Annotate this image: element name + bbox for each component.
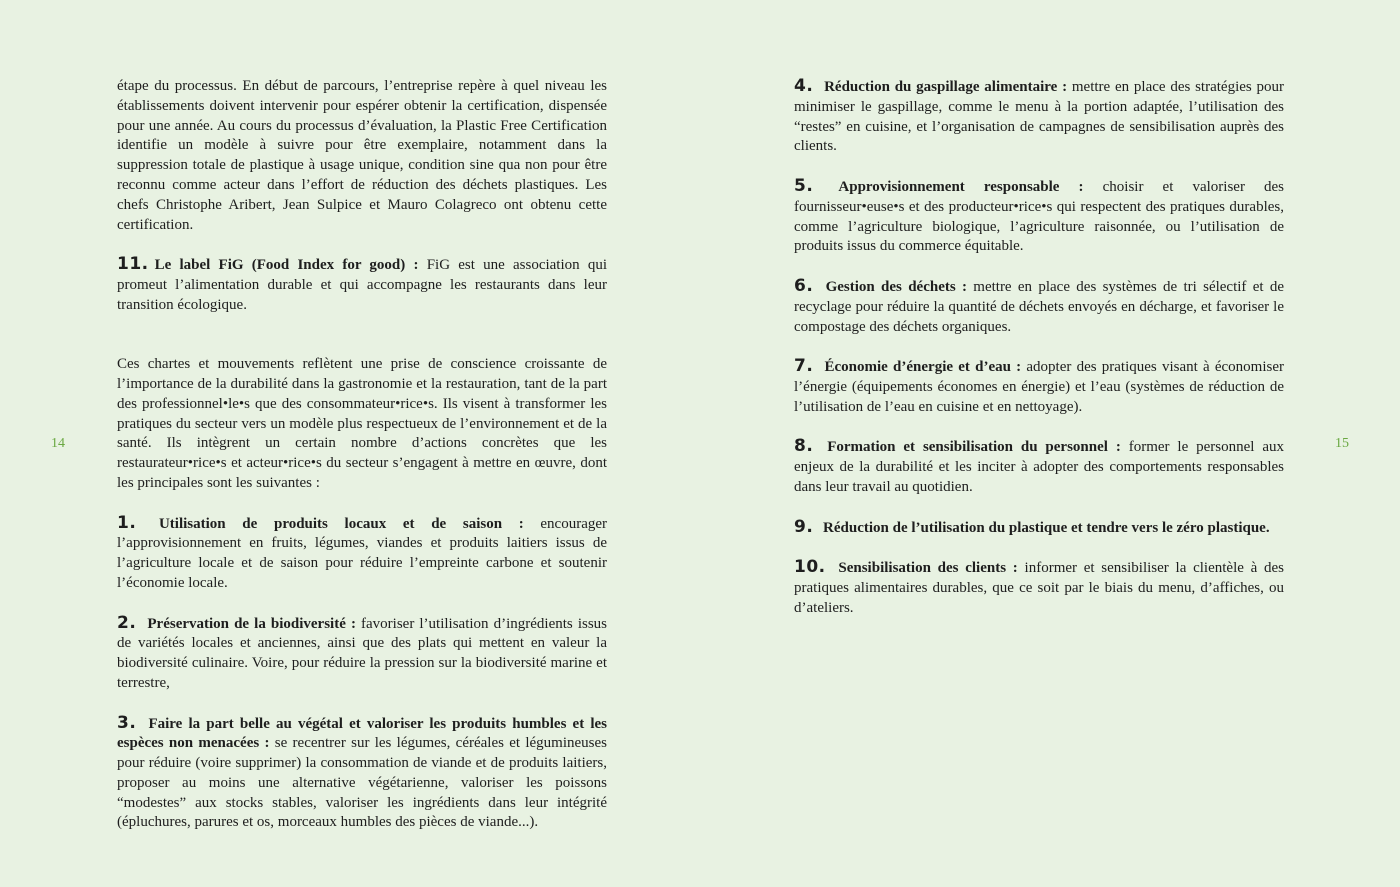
item-title: Formation et sensibilisation du personnel : [827, 439, 1121, 456]
item-title: Le label FiG (Food Index for good) : [154, 257, 419, 274]
item-title: Réduction du gaspillage alimentaire : [824, 79, 1068, 95]
list-item [117, 714, 607, 834]
item-title: Réduction de l’utilisation du plastique et tendre vers le zéro plastique. [823, 519, 1270, 536]
list-item [117, 514, 607, 594]
item-text: mettre en place des stratégies pour minimiser le gaspillage, comme le menu à la portion adaptée, l’utilisation des “restes” en cuisine, et l’organisation de campagnes de sensibilisation auprès des clients. [794, 79, 1285, 155]
page-number-right: 15 [1335, 436, 1349, 451]
item-title: Préservation de la biodiversité : [147, 615, 356, 632]
item-title: Approvisionnement responsable : [838, 178, 1084, 195]
intro-paragraph: étape du processus. En début de parcours, l’entreprise repère à quel niveau les établissements doivent intervenir pour espérer obtenir la certification, dispensée pour une année. Au cours du processus d’évaluation, la Plastic Free Certification identifie un modèle à suivre pour être exemplaire, notamment dans la suppression totale de plastique à usage unique, condition sine qua non pour être reconnu comme acteur dans l’effort de réduction des déchets plastiques. Les chefs Christophe Aribert, Jean Sulpice et Mauro Colagreco ont obtenu cette certification. [117, 78, 607, 233]
item-number: 3. [117, 712, 137, 733]
item-title: Gestion des déchets : [825, 278, 967, 295]
item-text: informer et sensibiliser la clientèle à des pratiques alimentaires durables, que ce soit par le biais du menu, d’affiches, ou d’ateliers. [794, 560, 1285, 616]
list-item [794, 558, 1284, 618]
item-text: encourager l’approvisionnement en fruits, légumes, viandes et produits laitiers issus de l’agriculture locale et de saison pour réduire l’empreinte carbone et soutenir l’économie locale. [117, 515, 608, 591]
list-item [794, 437, 1284, 497]
item-text: choisir et valoriser des fournisseur•euse•s et des producteur•rice•s qui respectent des pratiques durables, comme l’agriculture biologique, l’agriculture raisonnée, ou l’utilisation de produits issus du commerce équitable. [794, 178, 1285, 255]
item-number: 8. [794, 436, 814, 457]
item-number: 9. [794, 516, 814, 537]
item-title: Faire la part belle au végétal et valoriser les produits humbles et les espèces non menacées : [117, 715, 607, 752]
item-number: 5. [794, 175, 814, 196]
list-item [794, 177, 1284, 257]
item-text: adopter des pratiques visant à économiser l’énergie (équipements économes en énergie) et l’eau (systèmes de réduction de l’utilisation de l’eau en cuisine et en nettoyage). [794, 359, 1285, 415]
item-title: Sensibilisation des clients : [838, 560, 1018, 577]
list-item [117, 614, 607, 694]
list-item [794, 277, 1284, 337]
item-text: favoriser l’utilisation d’ingrédients issus de variétés locales et anciennes, ainsi que des plats qui mettent en valeur la biodiversité culinaire. Voire, pour réduire la pression sur la biodiversité marine et terrestre, [117, 615, 608, 691]
item-number: 2. [117, 612, 137, 633]
item-number: 4. [794, 76, 814, 96]
item-title: Économie d’énergie et d’eau : [824, 359, 1022, 376]
item-number: 6. [794, 275, 814, 296]
list-item [794, 357, 1284, 417]
summary-paragraph: Ces chartes et mouvements reflètent une prise de conscience croissante de l’importance de la durabilité dans la gastronomie et la restauration, tant de la part des professionnel•le•s que des consommateur•rice•s. Ils visent à transformer les pratiques du secteur vers un modèle plus respectueux de l’environnement et de la santé. Ils intègrent un certain nombre d’actions concrètes que les restaurateur•rice•s et acteur•rice•s du secteur s’engagent à mettre en œuvre, dont les principales sont les suivantes : [117, 356, 607, 491]
page-number-left: 14 [51, 436, 65, 451]
item-number: 7. [794, 356, 814, 377]
item-text: se recentrer sur les légumes, céréales et légumineuses pour réduire (voire supprimer) la consommation de viande et de produits laitiers, proposer au moins une alternative végétarienne, valoriser les poissons “modestes” aux stocks stables, valoriser les ingrédients dans leur intégrité (épluchures, parures et os, morceaux humbles des pièces de viande...). [117, 735, 608, 831]
item-number: 1. [117, 512, 137, 533]
item-number: 10. [794, 557, 826, 578]
item-text: mettre en place des systèmes de tri sélectif et de recyclage pour réduire la quantité de déchets envoyés en décharge, et favoriser le compostage des déchets organiques. [794, 278, 1284, 335]
label-fig-item [117, 255, 607, 315]
right-page [794, 77, 1284, 619]
list-item [794, 518, 1284, 539]
item-number: 11. [117, 254, 149, 275]
item-text: former le personnel aux enjeux de la durabilité et les inciter à adopter des comportements responsables dans leur travail au quotidien. [794, 439, 1284, 495]
left-page [117, 77, 607, 833]
list-item [794, 77, 1284, 157]
item-title: Utilisation de produits locaux et de saison : [158, 515, 524, 532]
item-text: FiG est une association qui promeut l’alimentation durable et qui accompagne les restaurants dans leur transition écologique. [117, 257, 608, 313]
